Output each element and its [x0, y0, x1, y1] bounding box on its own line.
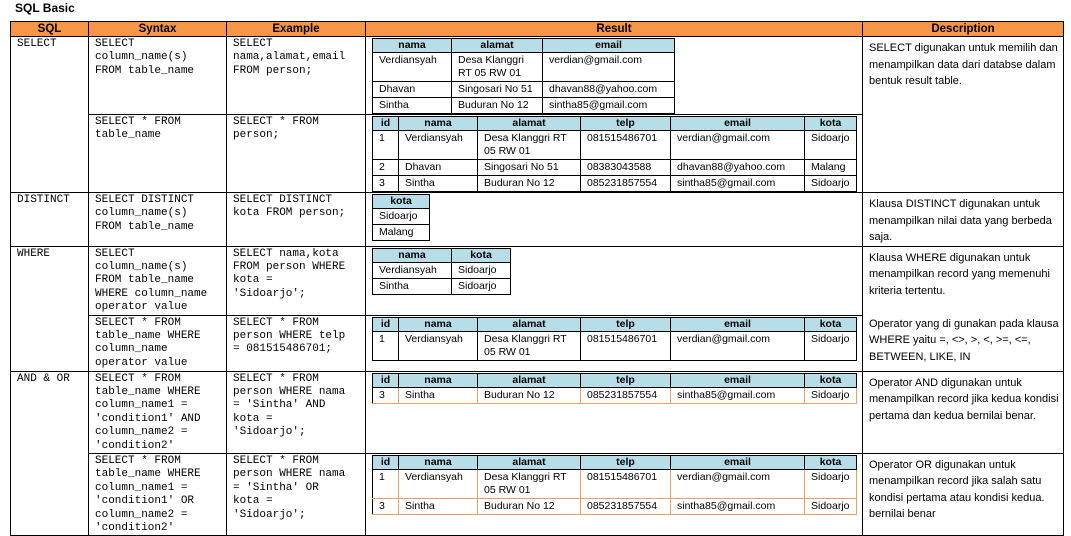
result-column-header: kota [805, 373, 857, 387]
result-cell-value: 1 [373, 131, 399, 160]
result-cell-value: Singosari No 51 [478, 160, 581, 176]
syntax-cell: SELECT * FROM table_name WHERE column_name operator value [89, 315, 227, 371]
or-row [11, 453, 1064, 535]
result-cell-value: 085231857554 [581, 387, 671, 403]
result-column-header: nama [399, 317, 478, 331]
syntax-cell: SELECT * FROM table_name WHERE column_name1 = 'condition1' AND column_name2 = 'condition2' [89, 371, 227, 453]
result-cell-value: Buduran No 12 [452, 98, 543, 114]
select-row-1 [11, 37, 1064, 115]
result-cell-value: Dhavan [399, 160, 478, 176]
result-cell-value: Sintha [399, 176, 478, 192]
sql-reference-table [10, 21, 1064, 536]
result-table [372, 38, 675, 114]
result-column-header: kota [805, 117, 857, 131]
result-header-row [373, 39, 675, 53]
result-cell-value: Sidoarjo [805, 131, 857, 160]
result-table [366, 116, 862, 192]
result-column-header: alamat [478, 117, 581, 131]
result-row [373, 131, 857, 160]
result-column-header: id [373, 455, 399, 469]
header-result: Result [366, 22, 863, 37]
result-cell-value: 3 [373, 498, 399, 514]
result-column-header: kota [805, 455, 857, 469]
result-column-header: kota [373, 195, 430, 209]
result-cell-value: 1 [373, 331, 399, 360]
result-cell-value: Sidoarjo [452, 278, 511, 294]
result-table [366, 455, 862, 515]
result-cell-value: verdian@gmail.com [671, 331, 805, 360]
result-column-header: alamat [452, 39, 543, 53]
result-cell-value: Sidoarjo [805, 176, 857, 192]
result-table [372, 373, 857, 404]
description-cell: Klausa DISTINCT digunakan untuk menampilkan nilai data yang berbeda saja. [863, 193, 1064, 247]
result-cell-value: Sidoarjo [373, 209, 430, 225]
description-cell: Operator AND digunakan untuk menampilkan record jika kedua kondisi pertama dan kedua bernilai benar. [863, 371, 1064, 453]
result-cell-value: Sidoarjo [805, 331, 857, 360]
where-row-1 [11, 246, 1064, 315]
result-cell-value: Desa Klanggri RT 05 RW 01 [478, 469, 581, 498]
result-column-header: id [373, 317, 399, 331]
header-description: Description [863, 22, 1064, 37]
result-table [372, 194, 430, 241]
example-cell: SELECT * FROM person WHERE telp = 081515486701; [227, 315, 366, 371]
result-cell-value: Verdiansyah [399, 131, 478, 160]
result-row [373, 498, 857, 514]
header-example: Example [227, 22, 366, 37]
result-cell-value: sintha85@gmail.com [543, 98, 675, 114]
result-header-row [373, 455, 857, 469]
result-column-header: nama [373, 248, 452, 262]
result-row [373, 469, 857, 498]
result-column-header: alamat [478, 373, 581, 387]
syntax-cell: SELECT column_name(s) FROM table_name WHERE column_name operator value [89, 246, 227, 315]
result-cell-value: verdian@gmail.com [543, 53, 675, 82]
result-cell-value: 2 [373, 160, 399, 176]
result-cell-value: Sintha [399, 387, 478, 403]
result-cell-value: sintha85@gmail.com [671, 176, 805, 192]
result-header-row [373, 373, 857, 387]
result-cell-value: sintha85@gmail.com [671, 498, 805, 514]
result-cell [366, 193, 863, 247]
result-cell-value: verdian@gmail.com [671, 469, 805, 498]
page-title: SQL Basic [15, 1, 75, 15]
sql-keyword-and-or: AND & OR [11, 371, 89, 536]
result-table [366, 373, 862, 404]
result-cell-value: Sidoarjo [805, 469, 857, 498]
result-column-header: telp [581, 373, 671, 387]
example-cell: SELECT DISTINCT kota FROM person; [227, 193, 366, 247]
result-cell-value: Malang [373, 225, 430, 241]
result-table [372, 455, 857, 515]
result-cell [366, 371, 863, 453]
result-cell-value: Desa Klanggri RT 05 RW 01 [478, 331, 581, 360]
sql-keyword-where: WHERE [11, 246, 89, 371]
description-cell: Klausa WHERE digunakan untuk menampilkan record yang memenuhi kriteria tertentu. Operator yang di gunakan pada klausa WHERE yaitu =, <>, >, <, >=, <=, BETWEEN, LIKE, IN [863, 246, 1064, 371]
result-cell [366, 37, 863, 115]
result-cell-value: Singosari No 51 [452, 82, 543, 98]
result-row [373, 82, 675, 98]
result-column-header: nama [373, 39, 452, 53]
result-row [373, 160, 857, 176]
result-column-header: email [671, 117, 805, 131]
result-cell-value: Desa Klanggri RT 05 RW 01 [452, 53, 543, 82]
header-row [11, 22, 1064, 37]
result-column-header: kota [452, 248, 511, 262]
result-cell-value: sintha85@gmail.com [671, 387, 805, 403]
example-cell: SELECT * FROM person; [227, 115, 366, 193]
result-cell-value: Malang [805, 160, 857, 176]
result-row [373, 225, 430, 241]
header-syntax: Syntax [89, 22, 227, 37]
description-cell: Operator OR digunakan untuk menampilkan record jika salah satu kondisi pertama atau kondisi kedua. bernilai benar [863, 453, 1064, 535]
result-cell-value: 1 [373, 469, 399, 498]
result-cell-value: Buduran No 12 [478, 387, 581, 403]
result-cell-value: 3 [373, 387, 399, 403]
result-cell-value: Sintha [373, 278, 452, 294]
result-column-header: email [671, 317, 805, 331]
syntax-cell: SELECT DISTINCT column_name(s) FROM table_name [89, 193, 227, 247]
result-cell [366, 115, 863, 193]
result-table [372, 248, 511, 295]
sql-keyword-select: SELECT [11, 37, 89, 193]
example-cell: SELECT * FROM person WHERE nama = 'Sintha' AND kota = 'Sidoarjo'; [227, 371, 366, 453]
result-cell-value: Buduran No 12 [478, 176, 581, 192]
result-row [373, 209, 430, 225]
result-cell-value: 3 [373, 176, 399, 192]
syntax-cell: SELECT column_name(s) FROM table_name [89, 37, 227, 115]
result-column-header: nama [399, 117, 478, 131]
result-cell-value: Sidoarjo [805, 498, 857, 514]
result-column-header: kota [805, 317, 857, 331]
result-row [373, 262, 511, 278]
and-row [11, 371, 1064, 453]
syntax-cell: SELECT * FROM table_name [89, 115, 227, 193]
result-column-header: telp [581, 317, 671, 331]
result-cell [366, 453, 863, 535]
result-table [366, 317, 862, 361]
result-column-header: id [373, 117, 399, 131]
result-column-header: nama [399, 455, 478, 469]
result-column-header: alamat [478, 455, 581, 469]
result-table [366, 38, 862, 114]
result-table [366, 248, 862, 295]
result-row [373, 176, 857, 192]
result-table [372, 116, 857, 192]
result-cell-value: verdian@gmail.com [671, 131, 805, 160]
result-cell-value: 08383043588 [581, 160, 671, 176]
example-cell: SELECT * FROM person WHERE nama = 'Sintha' OR kota = 'Sidoarjo'; [227, 453, 366, 535]
result-cell-value: Verdiansyah [373, 53, 452, 82]
result-row [373, 331, 857, 360]
result-column-header: telp [581, 117, 671, 131]
result-column-header: email [543, 39, 675, 53]
result-column-header: telp [581, 455, 671, 469]
result-cell-value: Verdiansyah [373, 262, 452, 278]
syntax-cell: SELECT * FROM table_name WHERE column_name1 = 'condition1' OR column_name2 = 'condition2' [89, 453, 227, 535]
result-cell [366, 315, 863, 371]
description-cell: SELECT digunakan untuk memilih dan menampilkan data dari databse dalam bentuk result table. [863, 37, 1064, 193]
result-cell-value: 081515486701 [581, 469, 671, 498]
result-header-row [373, 317, 857, 331]
result-cell [366, 246, 863, 315]
result-column-header: email [671, 373, 805, 387]
result-cell-value: Sintha [373, 98, 452, 114]
result-column-header: nama [399, 373, 478, 387]
result-cell-value: dhavan88@yahoo.com [543, 82, 675, 98]
result-column-header: alamat [478, 317, 581, 331]
result-cell-value: Sidoarjo [805, 387, 857, 403]
result-cell-value: Buduran No 12 [478, 498, 581, 514]
example-cell: SELECT nama,alamat,email FROM person; [227, 37, 366, 115]
result-row [373, 387, 857, 403]
result-column-header: id [373, 373, 399, 387]
result-row [373, 98, 675, 114]
result-cell-value: Verdiansyah [399, 469, 478, 498]
header-sql: SQL [11, 22, 89, 37]
result-table [372, 317, 857, 361]
result-cell-value: Dhavan [373, 82, 452, 98]
result-table [366, 194, 862, 241]
result-cell-value: Sintha [399, 498, 478, 514]
result-header-row [373, 195, 430, 209]
result-header-row [373, 248, 511, 262]
result-cell-value: Verdiansyah [399, 331, 478, 360]
result-row [373, 278, 511, 294]
result-cell-value: 081515486701 [581, 331, 671, 360]
result-column-header: email [671, 455, 805, 469]
example-cell: SELECT nama,kota FROM person WHERE kota = 'Sidoarjo'; [227, 246, 366, 315]
sql-keyword-distinct: DISTINCT [11, 193, 89, 247]
result-cell-value: Desa Klanggri RT 05 RW 01 [478, 131, 581, 160]
result-cell-value: 085231857554 [581, 176, 671, 192]
result-cell-value: 085231857554 [581, 498, 671, 514]
result-row [373, 53, 675, 82]
distinct-row [11, 193, 1064, 247]
result-cell-value: dhavan88@yahoo.com [671, 160, 805, 176]
result-cell-value: Sidoarjo [452, 262, 511, 278]
result-header-row [373, 117, 857, 131]
result-cell-value: 081515486701 [581, 131, 671, 160]
